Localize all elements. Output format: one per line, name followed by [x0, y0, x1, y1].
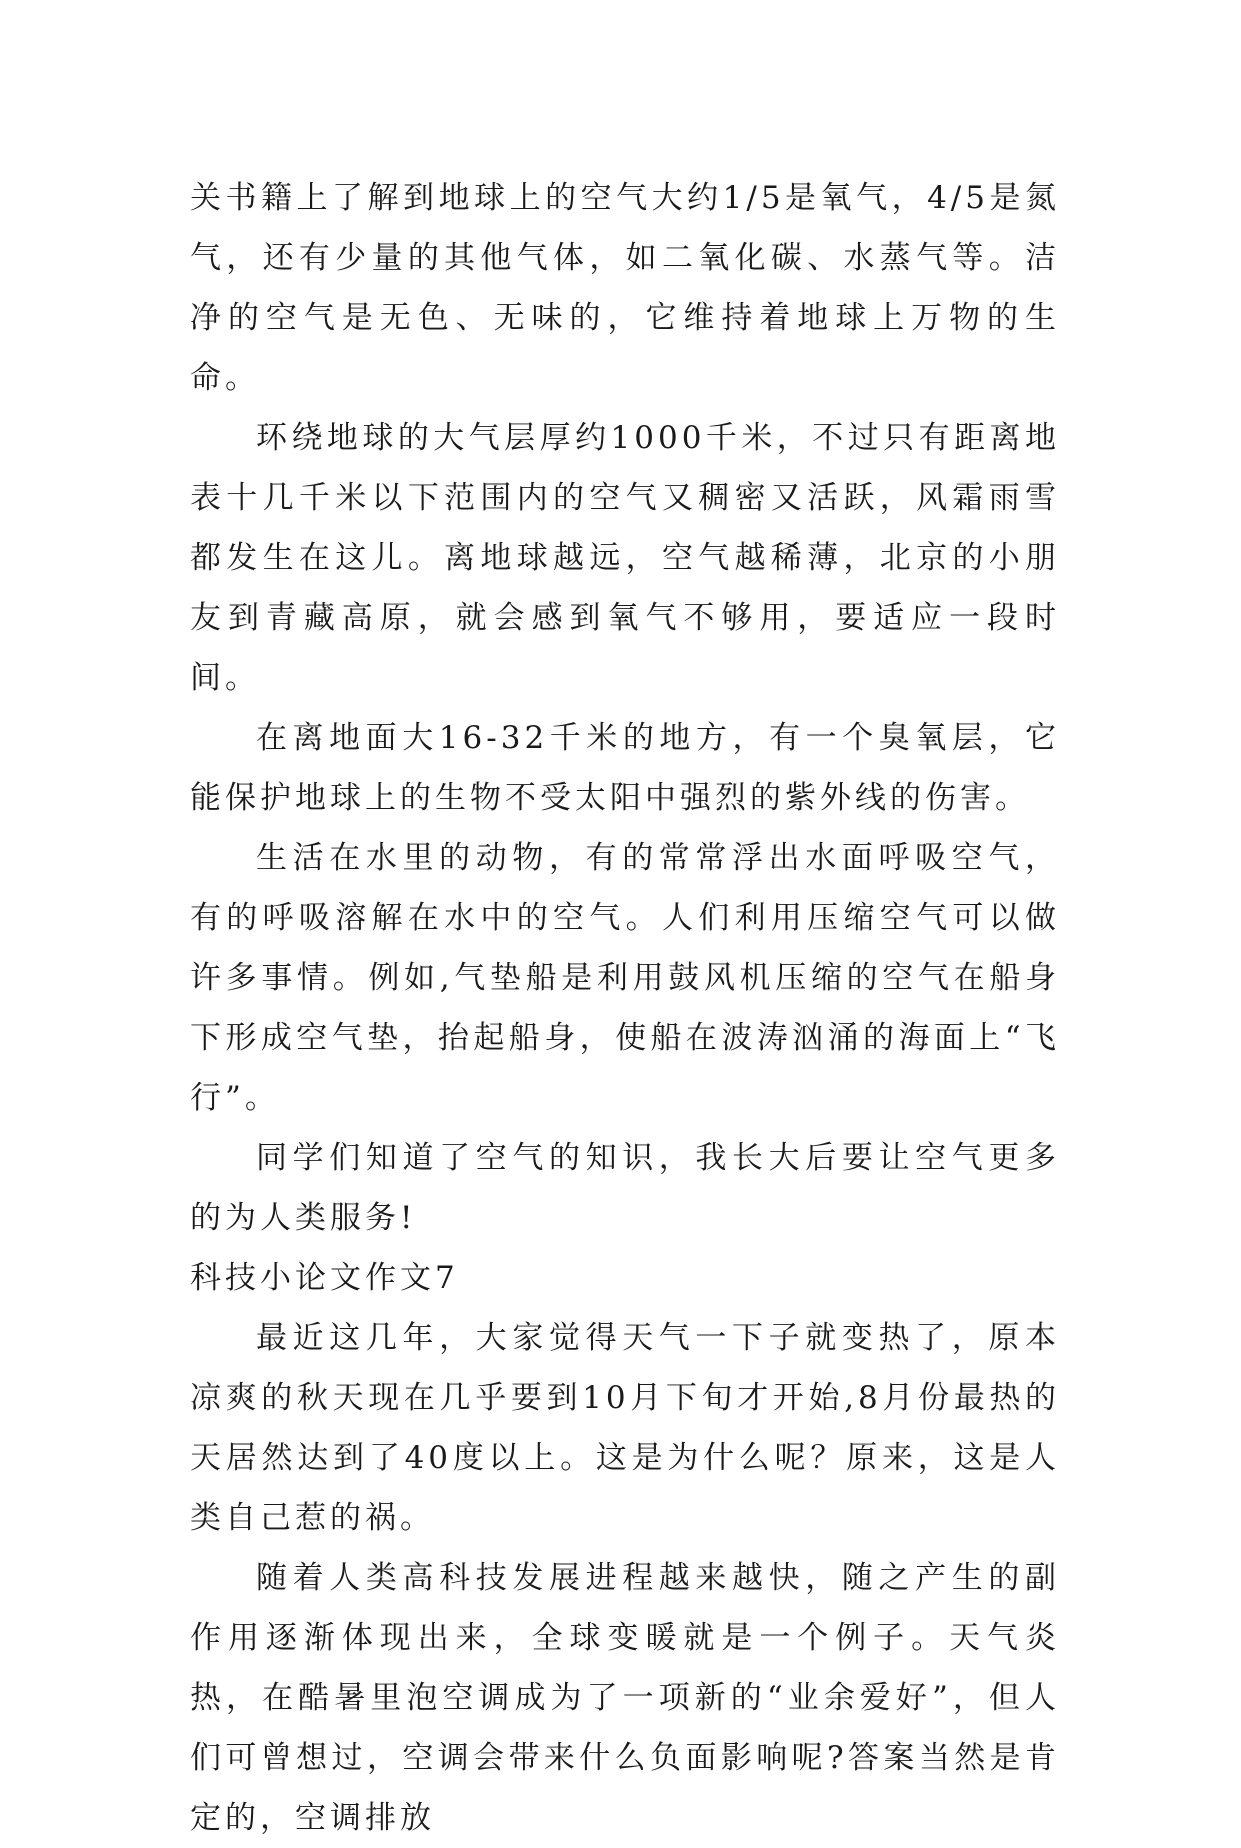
paragraph: 生活在水里的动物，有的常常浮出水面呼吸空气，有的呼吸溶解在水中的空气。人们利用压缩空气可以做许多事情。例如,气垫船是利用鼓风机压缩的空气在船身下形成空气垫，抬起船身，使船在波涛汹涌的海面上“飞行”。 — [190, 840, 1060, 1116]
paragraph: 关书籍上了解到地球上的空气大约1/5是氧气，4/5是氮气，还有少量的其他气体，如二氧化碳、水蒸气等。洁净的空气是无色、无味的，它维持着地球上万物的生命。 — [190, 180, 1060, 396]
paragraph: 最近这几年，大家觉得天气一下子就变热了，原本凉爽的秋天现在几乎要到10月下旬才开始,8月份最热的天居然达到了40度以上。这是为什么呢？原来，这是人类自己惹的祸。 — [190, 1320, 1060, 1536]
paragraph: 环绕地球的大气层厚约1000千米，不过只有距离地表十几千米以下范围内的空气又稠密又活跃，风霜雨雪都发生在这儿。离地球越远，空气越稀薄，北京的小朋友到青藏高原，就会感到氧气不够用，要适应一段时间。 — [190, 420, 1060, 696]
document-body — [190, 168, 1060, 1848]
paragraph: 随着人类高科技发展进程越来越快，随之产生的副作用逐渐体现出来，全球变暖就是一个例子。天气炎热，在酷暑里泡空调成为了一项新的“业余爱好”，但人们可曾想过，空调会带来什么负面影响呢?答案当然是肯定的，空调排放 — [190, 1560, 1060, 1836]
paragraph: 在离地面大16-32千米的地方，有一个臭氧层，它能保护地球上的生物不受太阳中强烈的紫外线的伤害。 — [190, 720, 1060, 816]
paragraph: 同学们知道了空气的知识，我长大后要让空气更多的为人类服务! — [190, 1140, 1060, 1236]
section-heading: 科技小论文作文7 — [190, 1260, 459, 1296]
